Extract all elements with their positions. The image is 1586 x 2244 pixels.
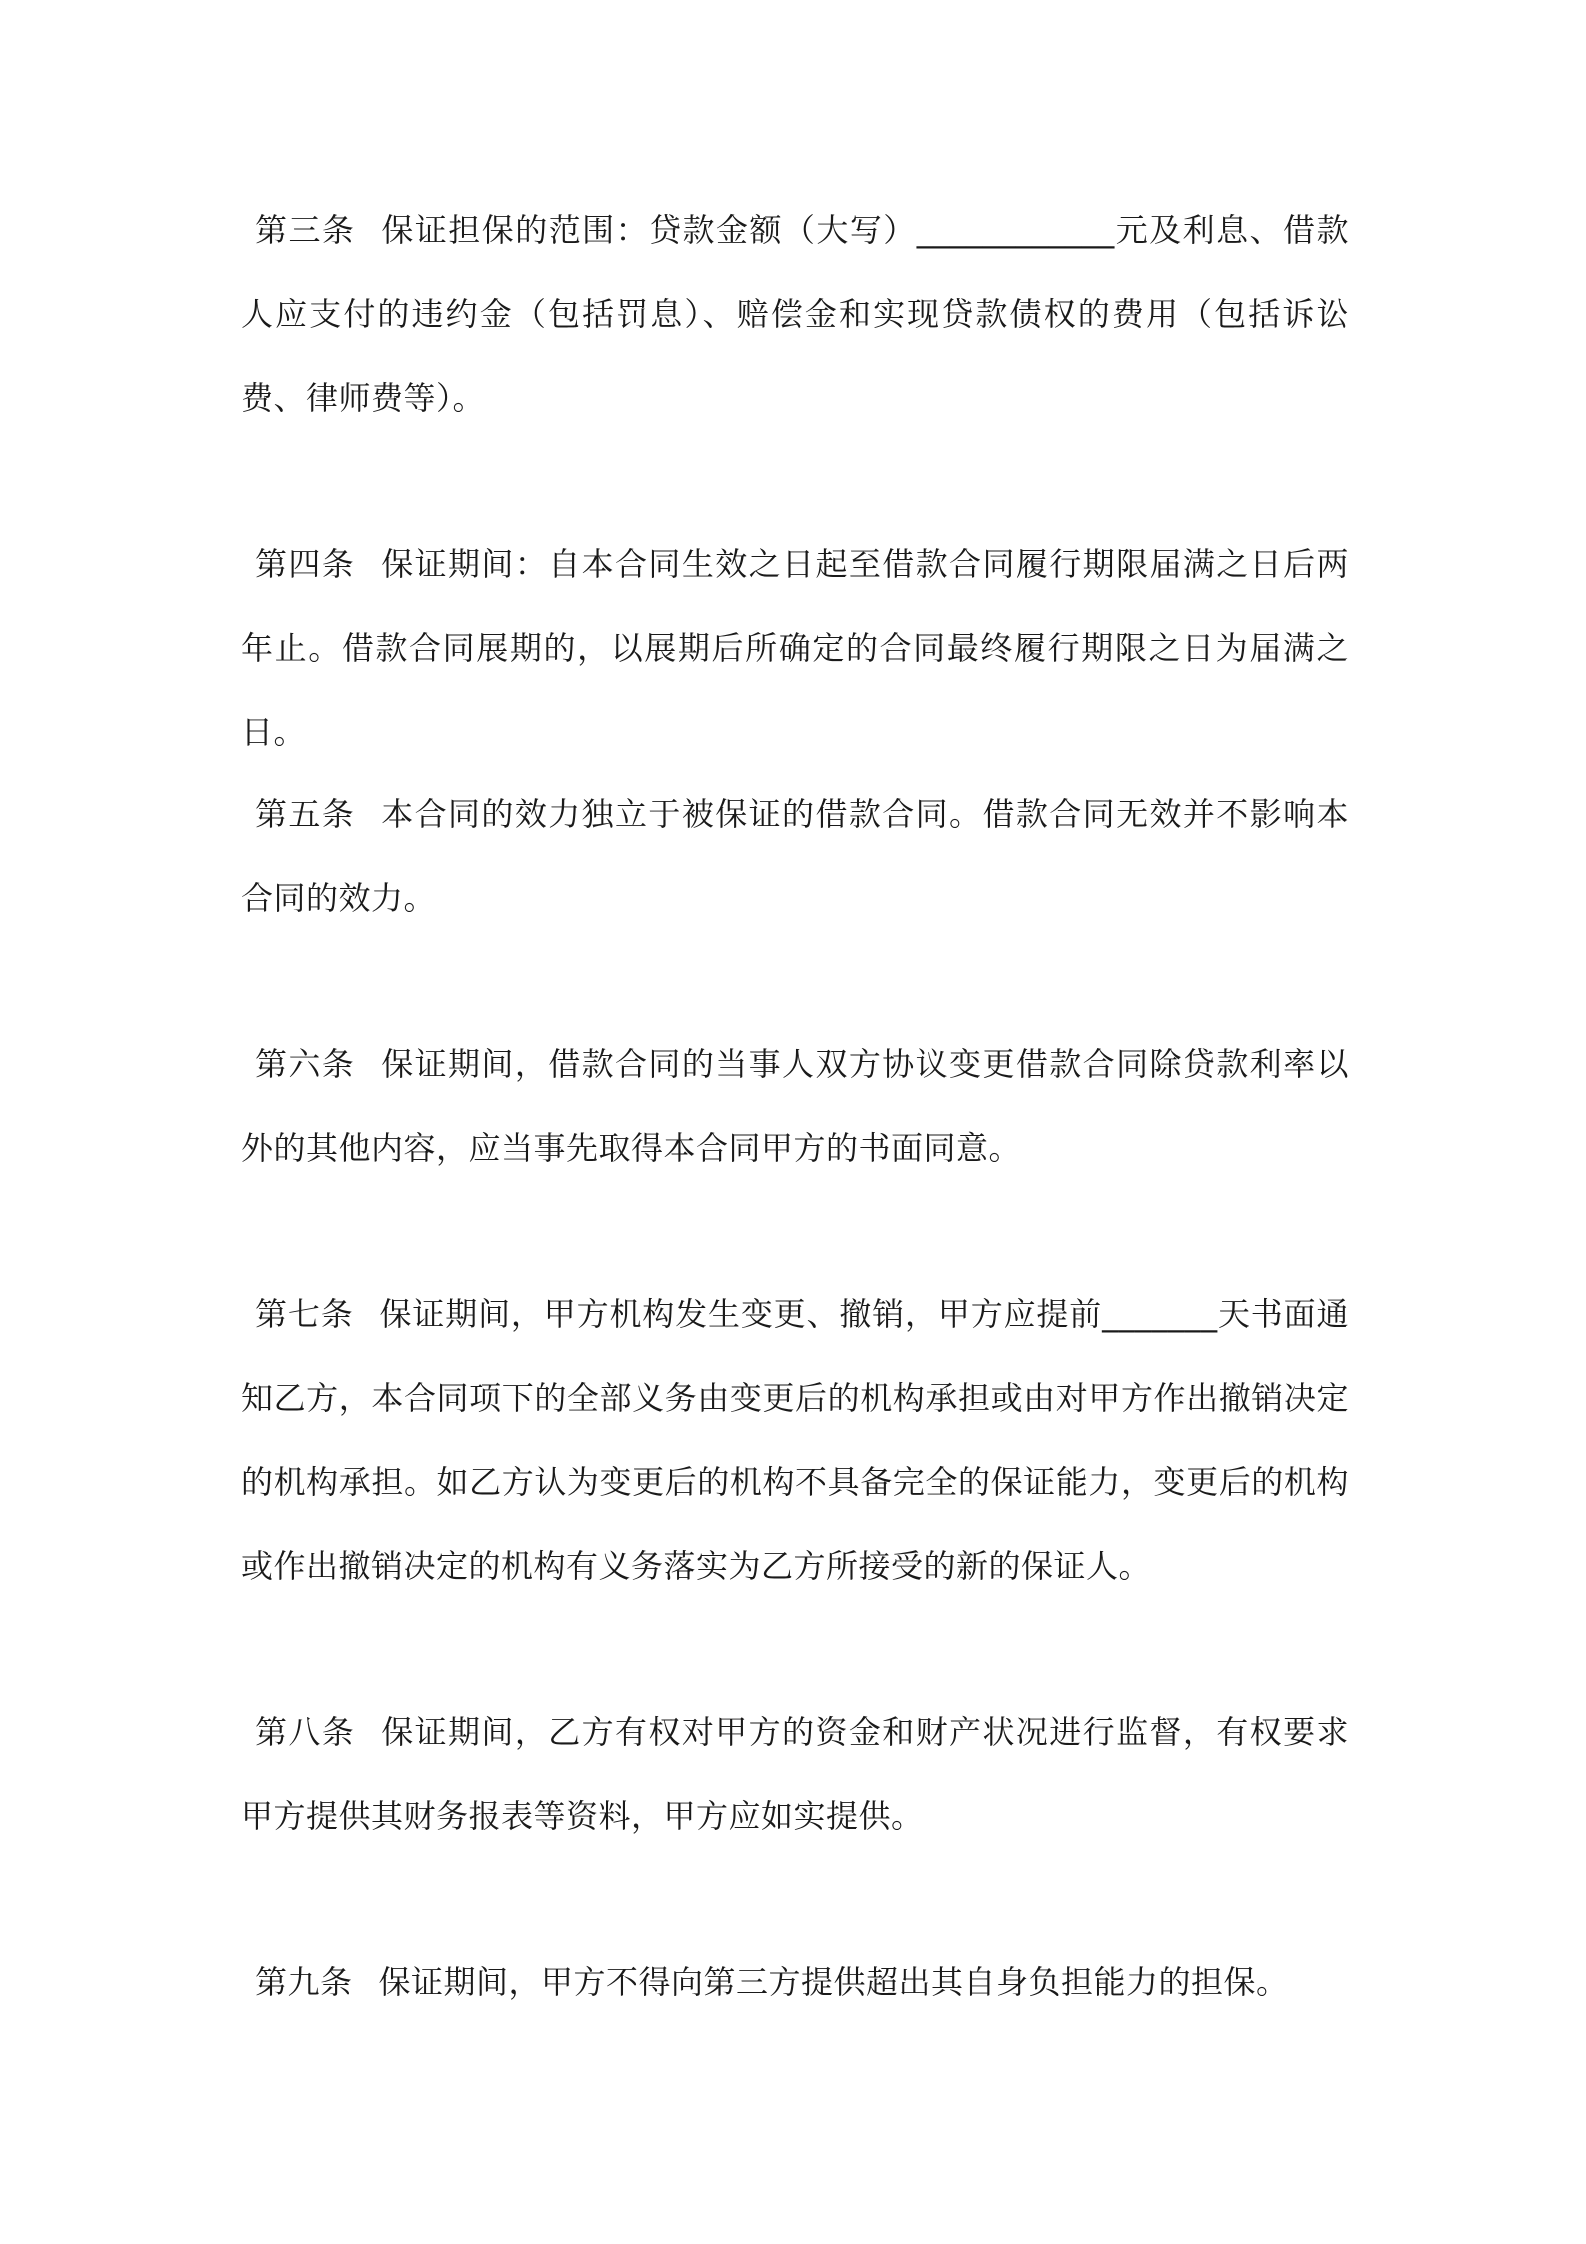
clause-3-text: 保证担保的范围：贷款金额（大写）____________元及利息、借款人应支付的违约金（包括罚息）、赔偿金和实现贷款债权的费用（包括诉讼费、律师费等）。 — [241, 211, 1349, 417]
clause-5-label: 第五条 — [255, 795, 356, 833]
clause-3 — [241, 188, 1349, 440]
clause-9 — [241, 1940, 1349, 2024]
clause-4-label: 第四条 — [255, 545, 356, 583]
clause-7-text: 保证期间，甲方机构发生变更、撤销，甲方应提前_______天书面通知乙方，本合同项下的全部义务由变更后的机构承担或由对甲方作出撤销决定的机构承担。如乙方认为变更后的机构不具备完全的保证能力，变更后的机构或作出撤销决定的机构有义务落实为乙方所接受的新的保证人。 — [241, 1295, 1349, 1585]
clause-6-text: 保证期间，借款合同的当事人双方协议变更借款合同除贷款利率以外的其他内容，应当事先取得本合同甲方的书面同意。 — [241, 1045, 1349, 1167]
clause-9-label: 第九条 — [255, 1963, 353, 2001]
clause-5-text: 本合同的效力独立于被保证的借款合同。借款合同无效并不影响本合同的效力。 — [241, 795, 1349, 917]
clause-7 — [241, 1272, 1349, 1608]
clause-5 — [241, 772, 1349, 940]
clause-6-label: 第六条 — [255, 1045, 356, 1083]
clause-4-text: 保证期间：自本合同生效之日起至借款合同履行期限届满之日后两年止。借款合同展期的，以展期后所确定的合同最终履行期限之日为届满之日。 — [241, 545, 1349, 751]
clause-3-label: 第三条 — [255, 211, 356, 249]
clause-8 — [241, 1690, 1349, 1858]
clause-7-label: 第七条 — [255, 1295, 354, 1333]
clause-4 — [241, 522, 1349, 774]
clause-9-text: 保证期间，甲方不得向第三方提供超出其自身负担能力的担保。 — [378, 1963, 1289, 2001]
clause-6 — [241, 1022, 1349, 1190]
clause-8-text: 保证期间，乙方有权对甲方的资金和财产状况进行监督，有权要求甲方提供其财务报表等资料，甲方应如实提供。 — [241, 1713, 1349, 1835]
clause-8-label: 第八条 — [255, 1713, 356, 1751]
